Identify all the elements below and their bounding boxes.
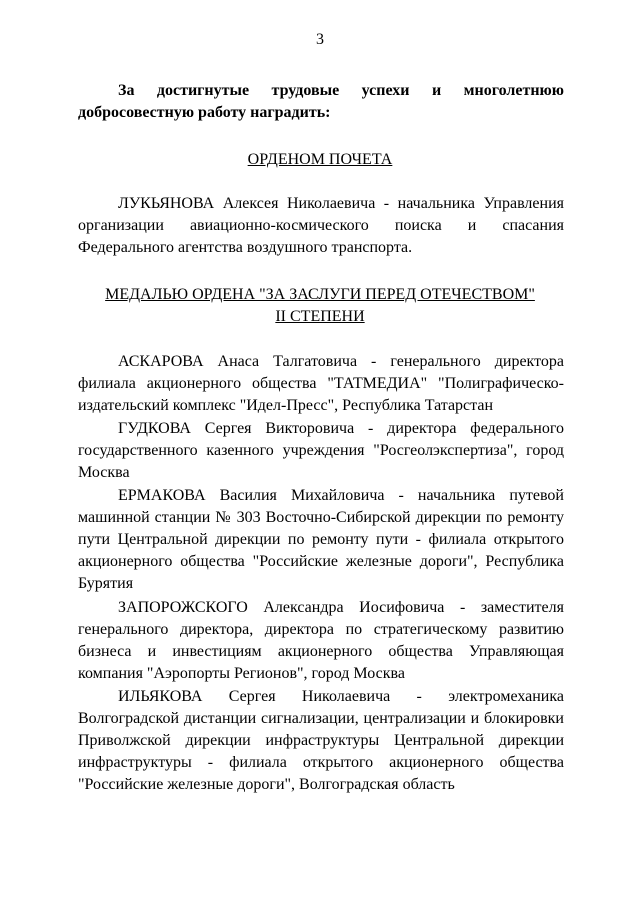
- entry-line: бизнеса и инвестициям акционерного общества Управляющая: [78, 643, 564, 660]
- entry-line: Волгоградской дистанции сигнализации, централизации и блокировки: [78, 710, 564, 727]
- intro-line: добросовестную работу наградить:: [78, 104, 331, 121]
- entry-line: ЗАПОРОЖСКОГО Александра Иосифовича - заместителя: [118, 599, 564, 616]
- section-heading-order: ОРДЕНОМ ПОЧЕТА: [247, 151, 393, 168]
- intro-line: За достигнутые трудовые успехи и многолетнюю: [118, 82, 564, 99]
- entry-line: филиала акционерного общества "ТАТМЕДИА" "Полиграфическо-: [78, 375, 564, 392]
- entry-line: государственного казенного учреждения "Росгеолэкспертиза", город: [78, 442, 564, 459]
- entry-line: Бурятия: [78, 575, 134, 592]
- entry-line: Москва: [78, 464, 130, 481]
- entry-line: ЛУКЬЯНОВА Алексея Николаевича - начальника Управления: [118, 195, 564, 212]
- entry-line: компания "Аэропорты Регионов", город Москва: [78, 665, 405, 682]
- page-number: 3: [316, 31, 324, 48]
- entry-line: инфраструктуры - филиала открытого акционерного общества: [78, 754, 564, 771]
- entry-line: "Российские железные дороги", Волгоградская область: [78, 776, 455, 793]
- entry-line: акционерного общества "Российские железные дороги", Республика: [78, 553, 564, 570]
- award-entry: [78, 418, 564, 484]
- intro-paragraph: [78, 80, 564, 124]
- award-entry: [78, 485, 564, 595]
- award-entry: [78, 686, 564, 796]
- entry-line: Федерального агентства воздушного транспорта.: [78, 239, 413, 256]
- entry-line: издательский комплекс "Идел-Пресс", Республика Татарстан: [78, 397, 493, 414]
- entry-line: пути Центральной дирекции по ремонту пути - филиала открытого: [78, 531, 564, 548]
- entry-line: организации авиационно-космического поиска и спасания: [78, 217, 564, 234]
- entry-line: ИЛЬЯКОВА Сергея Николаевича - электромеханика: [118, 688, 564, 705]
- award-entry: [78, 193, 564, 259]
- section-heading-medal: МЕДАЛЬЮ ОРДЕНА "ЗА ЗАСЛУГИ ПЕРЕД ОТЕЧЕСТВОМ": [105, 286, 535, 303]
- entry-line: ГУДКОВА Сергея Викторовича - директора федерального: [118, 420, 564, 437]
- award-entry: [78, 351, 564, 417]
- entry-line: Приволжской дирекции инфраструктуры Центральной дирекции: [78, 732, 564, 749]
- entry-line: генерального директора, директора по стратегическому развитию: [78, 621, 564, 638]
- section-heading-degree: II СТЕПЕНИ: [275, 308, 365, 325]
- award-entry: [78, 597, 564, 685]
- entry-line: ЕРМАКОВА Василия Михайловича - начальника путевой: [118, 487, 564, 504]
- entry-line: АСКАРОВА Анаса Талгатовича - генерального директора: [118, 353, 564, 370]
- entry-line: машинной станции № 303 Восточно-Сибирской дирекции по ремонту: [78, 509, 564, 526]
